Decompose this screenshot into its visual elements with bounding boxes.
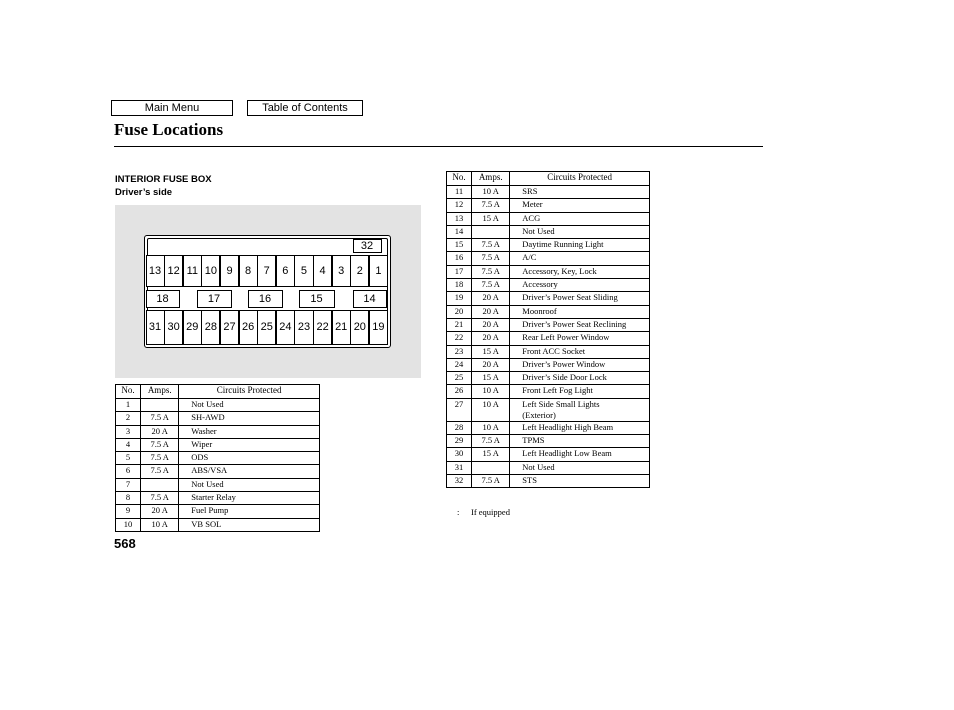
fuse-circuit: Left Headlight High Beam: [510, 421, 650, 434]
table-row: [447, 305, 650, 318]
fuse-amps: 7.5 A: [472, 279, 510, 292]
fuse-number: 12: [447, 199, 472, 212]
fuse-amps: 7.5 A: [141, 492, 179, 505]
fuse-amps: 10 A: [472, 398, 510, 421]
fuse-amps: 10 A: [472, 186, 510, 199]
fuse-slot: 18: [146, 290, 180, 308]
fuse-number: 3: [116, 425, 141, 438]
fuse-circuit: Left Headlight Low Beam: [510, 448, 650, 461]
fuse-number: 4: [116, 438, 141, 451]
fuse-amps: 7.5 A: [141, 452, 179, 465]
fuse-number: 17: [447, 265, 472, 278]
fuse-amps: 20 A: [141, 425, 179, 438]
fuse-number: 8: [116, 492, 141, 505]
section-heading: INTERIOR FUSE BOX: [115, 174, 212, 185]
fuse-slot: 20: [350, 310, 369, 345]
col-header-amps: Amps.: [472, 172, 510, 186]
fuse-number: 28: [447, 421, 472, 434]
fuse-amps: 20 A: [472, 332, 510, 345]
fuse-slot: 24: [276, 310, 295, 345]
fuse-number: 32: [447, 474, 472, 487]
fuse-number: 18: [447, 279, 472, 292]
fuse-number: 26: [447, 385, 472, 398]
fuse-slot: 25: [257, 310, 276, 345]
col-header-circuits: Circuits Protected: [179, 385, 320, 399]
fuse-amps: 7.5 A: [141, 412, 179, 425]
fuse-amps: 7.5 A: [141, 465, 179, 478]
fuse-circuit: Moonroof: [510, 305, 650, 318]
col-header-no: No.: [116, 385, 141, 399]
fuse-slot: 19: [369, 310, 388, 345]
fuse-table-left: [115, 384, 320, 532]
fuse-circuit-line2: (Exterior): [522, 409, 556, 420]
table-row: [447, 212, 650, 225]
fuse-slot: 23: [294, 310, 313, 345]
table-row: [447, 292, 650, 305]
table-row: [116, 465, 320, 478]
table-row: [447, 252, 650, 265]
fuse-number: 30: [447, 448, 472, 461]
fuse-slot: 8: [239, 255, 258, 287]
table-row: [116, 452, 320, 465]
fuse-amps: 7.5 A: [472, 435, 510, 448]
fuse-amps: 7.5 A: [472, 474, 510, 487]
fuse-amps: 15 A: [472, 372, 510, 385]
fuse-slot: 31: [146, 310, 165, 345]
fuse-circuit: [510, 398, 650, 421]
footnote-mark: :: [457, 507, 460, 517]
page-title: Fuse Locations: [114, 120, 224, 139]
footnote-text: If equipped: [471, 507, 510, 517]
fuse-circuit: Not Used: [510, 461, 650, 474]
page-number: 568: [114, 536, 136, 551]
fuse-amps: 7.5 A: [472, 252, 510, 265]
fuse-number: 20: [447, 305, 472, 318]
fuse-number: 2: [116, 412, 141, 425]
fuse-number: 10: [116, 518, 141, 531]
fuse-number: 19: [447, 292, 472, 305]
fuse-amps: 7.5 A: [472, 199, 510, 212]
fuse-circuit-line1: Left Side Small Lights: [522, 398, 600, 409]
fuse-amps: 20 A: [141, 505, 179, 518]
fuse-number: 21: [447, 318, 472, 331]
fuse-circuit: Front ACC Socket: [510, 345, 650, 358]
fuse-slot: 29: [183, 310, 202, 345]
col-header-circuits: Circuits Protected: [510, 172, 650, 186]
fuse-circuit: ABS/VSA: [179, 465, 320, 478]
fuse-slot: 27: [220, 310, 239, 345]
table-row: [447, 239, 650, 252]
fuse-number: 13: [447, 212, 472, 225]
table-row: [447, 332, 650, 345]
fuse-slot: 5: [294, 255, 313, 287]
fuse-circuit: Driver’s Power Seat Sliding: [510, 292, 650, 305]
table-row: [116, 412, 320, 425]
fuse-slot: 11: [183, 255, 202, 287]
fuse-circuit: ACG: [510, 212, 650, 225]
fuse-amps: 7.5 A: [141, 438, 179, 451]
table-row: [447, 461, 650, 474]
fuse-slot: 28: [201, 310, 220, 345]
fuse-circuit: SRS: [510, 186, 650, 199]
table-row: [447, 279, 650, 292]
fuse-box-outline: [144, 235, 391, 348]
fuse-amps: 15 A: [472, 345, 510, 358]
fuse-circuit: Fuel Pump: [179, 505, 320, 518]
table-header-row: [447, 172, 650, 186]
fuse-number: 6: [116, 465, 141, 478]
fuse-circuit: Not Used: [510, 225, 650, 238]
fuse-slot: 32: [353, 239, 382, 253]
fuse-circuit: SH-AWD: [179, 412, 320, 425]
fuse-slot: 30: [164, 310, 183, 345]
fuse-circuit: Rear Left Power Window: [510, 332, 650, 345]
fuse-circuit: Daytime Running Light: [510, 239, 650, 252]
table-row: [447, 186, 650, 199]
table-row: [447, 358, 650, 371]
fuse-amps: 10 A: [472, 421, 510, 434]
fuse-slot: 1: [369, 255, 388, 287]
fuse-slot: 10: [201, 255, 220, 287]
table-row: [447, 435, 650, 448]
fuse-slot: 13: [146, 255, 165, 287]
fuse-slot: 2: [350, 255, 369, 287]
fuse-circuit: VB SOL: [179, 518, 320, 531]
fuse-amps: [472, 225, 510, 238]
fuse-slot: 22: [313, 310, 332, 345]
fuse-number: 31: [447, 461, 472, 474]
section-subheading: Driver’s side: [115, 187, 173, 198]
fuse-number: 24: [447, 358, 472, 371]
fuse-slot: 15: [299, 290, 335, 308]
fuse-circuit: Not Used: [179, 399, 320, 412]
fuse-circuit: Front Left Fog Light: [510, 385, 650, 398]
table-row: [116, 425, 320, 438]
fuse-slot: 4: [313, 255, 332, 287]
fuse-amps: 10 A: [141, 518, 179, 531]
fuse-amps: 15 A: [472, 448, 510, 461]
fuse-amps: 7.5 A: [472, 239, 510, 252]
fuse-circuit: Washer: [179, 425, 320, 438]
fuse-slot: 12: [164, 255, 183, 287]
table-row: [116, 518, 320, 531]
fuse-amps: 20 A: [472, 292, 510, 305]
fuse-number: 27: [447, 398, 472, 421]
table-row: [447, 398, 650, 421]
fuse-number: 5: [116, 452, 141, 465]
table-row: [116, 492, 320, 505]
fuse-number: 7: [116, 478, 141, 491]
table-row: [447, 225, 650, 238]
fuse-circuit: TPMS: [510, 435, 650, 448]
fuse-circuit: Driver’s Side Door Lock: [510, 372, 650, 385]
fuse-number: 9: [116, 505, 141, 518]
table-of-contents-button[interactable]: Table of Contents: [247, 100, 363, 116]
fuse-amps: 15 A: [472, 212, 510, 225]
fuse-table-right: [446, 171, 650, 488]
title-divider: [114, 146, 763, 147]
fuse-circuit: Accessory, Key, Lock: [510, 265, 650, 278]
fuse-number: 11: [447, 186, 472, 199]
footnote: [457, 507, 510, 517]
table-row: [116, 399, 320, 412]
fuse-circuit: Driver’s Power Seat Reclining: [510, 318, 650, 331]
table-row: [447, 265, 650, 278]
fuse-amps: 20 A: [472, 305, 510, 318]
fuse-slot: 17: [197, 290, 232, 308]
fuse-circuit: ODS: [179, 452, 320, 465]
fuse-number: 23: [447, 345, 472, 358]
fuse-circuit: Starter Relay: [179, 492, 320, 505]
fuse-amps: 20 A: [472, 358, 510, 371]
fuse-amps: [141, 478, 179, 491]
table-row: [447, 345, 650, 358]
fuse-number: 15: [447, 239, 472, 252]
col-header-no: No.: [447, 172, 472, 186]
table-row: [447, 385, 650, 398]
fuse-slot: 6: [276, 255, 295, 287]
fuse-slot: 7: [257, 255, 276, 287]
fuse-circuit: Driver’s Power Window: [510, 358, 650, 371]
fuse-slot: 9: [220, 255, 239, 287]
fuse-amps: [141, 399, 179, 412]
fuse-amps: 7.5 A: [472, 265, 510, 278]
table-row: [447, 474, 650, 487]
fuse-circuit: A/C: [510, 252, 650, 265]
table-row: [447, 199, 650, 212]
fuse-number: 14: [447, 225, 472, 238]
fuse-circuit: Not Used: [179, 478, 320, 491]
fuse-slot: 14: [353, 290, 387, 308]
fuse-number: 25: [447, 372, 472, 385]
fuse-amps: [472, 461, 510, 474]
fuse-slot: 16: [248, 290, 283, 308]
fuse-circuit: STS: [510, 474, 650, 487]
fuse-number: 29: [447, 435, 472, 448]
table-row: [447, 421, 650, 434]
main-menu-button[interactable]: Main Menu: [111, 100, 233, 116]
fuse-number: 22: [447, 332, 472, 345]
fuse-slot: 3: [332, 255, 351, 287]
fuse-amps: 10 A: [472, 385, 510, 398]
table-row: [447, 448, 650, 461]
col-header-amps: Amps.: [141, 385, 179, 399]
fuse-circuit: Wiper: [179, 438, 320, 451]
table-header-row: [116, 385, 320, 399]
fuse-slot: 21: [332, 310, 351, 345]
table-row: [116, 438, 320, 451]
table-row: [116, 505, 320, 518]
fuse-circuit: Accessory: [510, 279, 650, 292]
fuse-amps: 20 A: [472, 318, 510, 331]
fuse-slot: 26: [239, 310, 258, 345]
table-row: [447, 318, 650, 331]
fuse-number: 1: [116, 399, 141, 412]
table-row: [447, 372, 650, 385]
fuse-circuit: Meter: [510, 199, 650, 212]
table-row: [116, 478, 320, 491]
fuse-number: 16: [447, 252, 472, 265]
